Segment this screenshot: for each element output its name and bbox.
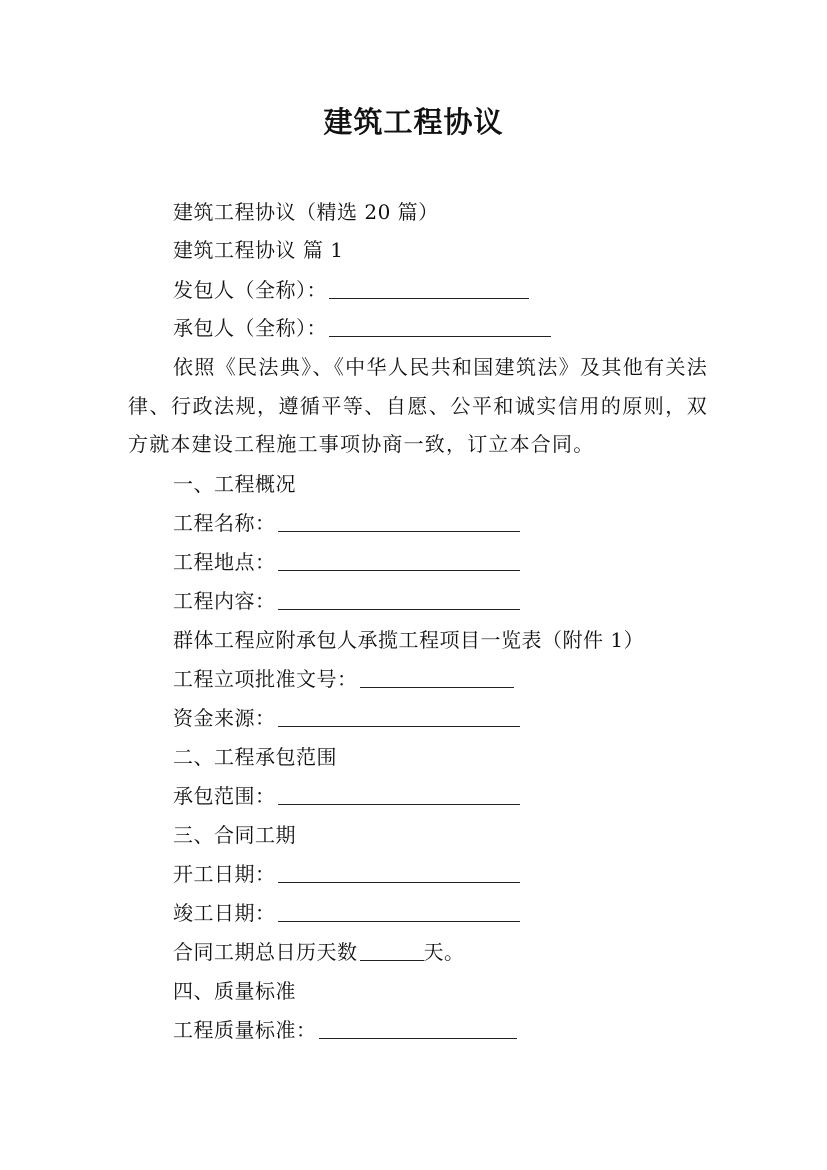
- start-date-blank: [278, 862, 520, 883]
- document-title: 建筑工程协议: [323, 105, 504, 139]
- completion-date-field: [173, 899, 520, 927]
- scope-label: 承包范围：: [173, 784, 276, 808]
- scope-field: [173, 782, 520, 810]
- approval-blank: [360, 667, 514, 688]
- quality-blank: [319, 1018, 517, 1039]
- quality-label: 工程质量标准：: [173, 1018, 317, 1042]
- start-date-label: 开工日期：: [173, 862, 276, 886]
- contractor-blank: [329, 316, 551, 337]
- employer-field: [173, 276, 529, 304]
- group-note: 群体工程应附承包人承揽工程项目一览表（附件 1）: [173, 628, 645, 652]
- completion-date-label: 竣工日期：: [173, 901, 276, 925]
- project-site-blank: [278, 550, 520, 571]
- preamble-paragraph: 依照《民法典》、《中华人民共和国建筑法》及其他有关法律、行政法规，遵循平等、自愿、公平和诚实信用的原则，双方就本建设工程施工事项协商一致，订立本合同。: [128, 355, 708, 456]
- project-content-blank: [278, 589, 520, 610]
- duration-prefix: 合同工期总日历天数: [173, 940, 358, 964]
- section-4-heading: 四、质量标准: [173, 979, 296, 1003]
- start-date-field: [173, 860, 520, 888]
- duration-blank: [360, 940, 424, 961]
- approval-field: [173, 665, 514, 693]
- contractor-field: [173, 314, 551, 342]
- approval-label: 工程立项批准文号：: [173, 667, 358, 691]
- section-2-heading: 二、工程承包范围: [173, 745, 337, 769]
- funding-field: [173, 704, 520, 732]
- duration-suffix: 天。: [423, 940, 465, 964]
- project-site-label: 工程地点：: [173, 550, 276, 574]
- duration-field: [173, 938, 465, 966]
- funding-label: 资金来源：: [173, 706, 276, 730]
- funding-blank: [278, 706, 520, 727]
- quality-field: [173, 1016, 517, 1044]
- project-site-field: [173, 548, 520, 576]
- project-name-label: 工程名称：: [173, 511, 276, 535]
- section-1-heading: 一、工程概况: [173, 472, 296, 496]
- employer-blank: [329, 278, 529, 299]
- section-heading: 建筑工程协议 篇 1: [173, 238, 344, 262]
- project-content-field: [173, 587, 520, 615]
- scope-blank: [278, 784, 520, 805]
- section-3-heading: 三、合同工期: [173, 823, 296, 847]
- project-name-field: [173, 509, 520, 537]
- contractor-label: 承包人（全称）：: [173, 316, 327, 340]
- project-name-blank: [278, 511, 520, 532]
- project-content-label: 工程内容：: [173, 589, 276, 613]
- employer-label: 发包人（全称）：: [173, 278, 327, 302]
- completion-date-blank: [278, 901, 520, 922]
- subtitle: 建筑工程协议（精选 20 篇）: [173, 200, 439, 224]
